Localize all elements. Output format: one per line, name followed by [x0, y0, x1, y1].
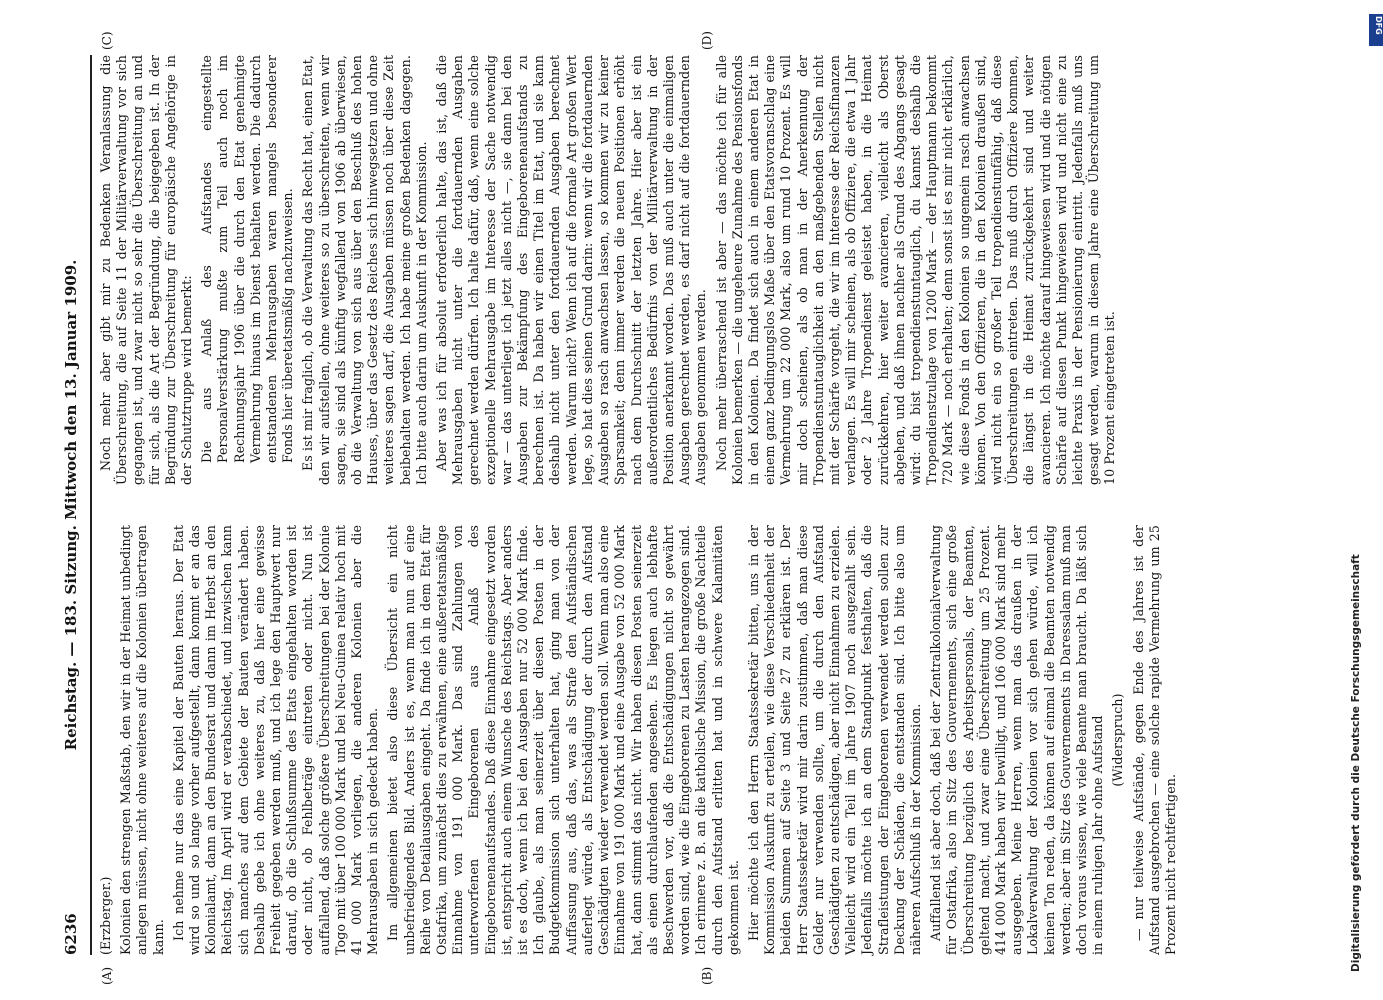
margin-marker-b: (B): [700, 966, 714, 985]
left-column: [98, 525, 1183, 955]
interjection: (Widerspruch): [1110, 693, 1126, 787]
right-column: [98, 55, 1123, 485]
digitization-sidebar: [1350, 12, 1370, 972]
paragraph: Es ist mir fraglich, ob die Verwaltung das Recht hat, einen Etat, den wir aufstellen, ohne weiteres so zu überschreiten, wenn wir sagen, sie sind als künftig wegfallend von 1906 ab überwiesen, ob die Verwaltung von sich aus über den Beschluß des hohen Hauses, über das Gesetz des Reiches sich hinwegsetzen und ohne weiteres sagen darf, die Ausgaben müssen noch über diese Zeit beibehalten werden. Ich habe meine großen Bedenken dagegen. Ich bitte auch darin um Auskunft in der Kommission.: [300, 55, 429, 485]
header-rule: [90, 55, 92, 955]
margin-marker-d: (D): [700, 31, 714, 50]
paragraph: Noch mehr aber gibt mir zu Bedenken Veranlassung die Überschreitung, die auf Seite 11 der Militärverwaltung vor sich gegangen ist, und zwar nicht so sehr die Überschreitung an und für sich, als die Art der Begründung, die beigegeben ist. In der Begründung zur Überschreitung für europäische Angehörige in der Schutztruppe wird bemerkt:: [98, 55, 195, 485]
dfg-logo-text: DFG: [1374, 16, 1383, 35]
document-page: [60, 31, 1325, 985]
margin-marker-c: (C): [100, 31, 114, 50]
paragraph: Kolonien den strengen Maßstab, den wir in der Heimat unbedingt anlegen müssen, nicht ohne weiteres auf die Kolonien übertragen kann.: [118, 525, 166, 955]
speaker-name: (Erzberger.): [98, 876, 113, 955]
page-header: [60, 55, 84, 955]
dfg-logo: [1369, 14, 1383, 46]
funding-note: Digitalisierung gefördert durch die Deutsche Forschungsgemeinschaft: [1350, 554, 1362, 972]
paragraph: Ich nehme nur das eine Kapitel der Bauten heraus. Der Etat wird so und so lange vorher aufgestellt, dann kommt er an das Kolonialamt, dann an den Bundesrat und dann im Herbst an den Reichstag. Im April wird er verabschiedet, und inzwischen kann sich manches auf dem Gebiete der Bauten verändert haben. Deshalb gebe ich ohne weiteres zu, daß hier eine gewisse Freiheit gegeben werden muß, und ich lege den Hauptwert nur darauf, ob die Schlußsumme des Etats eingehalten worden ist oder nicht, ob Fehlbeträge eintreten oder nicht. Nun ist auffallend, daß solche größere Überschreitungen bei der Kolonie Togo mit über 100 000 Mark und bei Neu-Guinea relativ hoch mit 41 000 Mark vorliegen, die anderen Kolonien aber die Mehrausgaben in sich gedeckt haben.: [170, 525, 381, 955]
paragraph: Aber was ich für absolut erforderlich halte, das ist, daß die Mehrausgaben nicht unter die fortdauernden Ausgaben gerechnet werden dürfen. Ich halte dafür, daß, wenn eine solche exzeptionelle Mehrausgabe im Interesse der Sache notwendig war — das unterliegt ich jetzt alles nicht —, sie dann bei den Ausgaben zur Bekämpfung des Eingeborenenaufstands zu berechnen ist. Da haben wir einen Titel im Etat, und sie kann deshalb nicht unter den fortdauernden Ausgaben berechnet werden. Warum nicht? Wenn ich auf die formale Art großen Wert lege, so hat dies seinen Grund darin: wenn wir die fortdauernden Ausgaben so rasch anwachsen lassen, so kommen wir zu keiner Sparsamkeit; denn immer werden die neuen Positionen erhöht nach dem Durchschnitt der letzten Jahre. Hier aber ist ein außerordentliches Bedürfnis von der Militärverwaltung in der Position anerkannt worden. Das muß auch unter die einmaligen Ausgaben gerechnet werden, es darf nicht auf die fortdauernden Ausgaben genommen werden.: [434, 55, 709, 485]
quotation: Die aus Anlaß des Aufstandes eingestellte Personalverstärkung mußte zum Teil auch noch im Rechnungsjahr 1906 über die durch den Etat genehmigte Vermehrung hinaus im Dienst behalten werden. Die dadurch entstandenen Mehrausgaben waren mangels besonderer Fonds hier überetatsmäßig nachzuweisen.: [199, 55, 296, 463]
paragraph: — nur teilweise Aufstände, gegen Ende des Jahres ist der Aufstand ausgebrochen — eine solche rapide Vermehrung um 25 Prozent nicht rechtfertigen.: [1130, 525, 1178, 955]
page-number: 6236: [62, 913, 80, 955]
paragraph: Hier möchte ich den Herrn Staatssekretär bitten, uns in der Kommission Auskunft zu erteilen, wie diese Verschiedenheit der beiden Summen auf Seite 3 und Seite 27 zu erklären ist. Der Herr Staatssekretär wird mir darin zustimmen, daß man diese Gelder nur verwenden sollte, um die durch den Aufstand Geschädigten zu entschädigen, aber nicht Einnahmen zu erzielen. Vielleicht wird ein Teil im Jahre 1907 noch ausgezahlt sein. Jedenfalls möchte ich an dem Standpunkt festhalten, daß die Strafleistungen der Eingeborenen verwendet werden sollen zur Deckung der Schäden, die entstanden sind. Ich bitte also um näheren Aufschluß in der Kommission.: [745, 525, 923, 955]
paragraph: Im allgemeinen bietet also diese Übersicht ein nicht unbefriedigendes Bild. Anders ist es, wenn man nun auf eine Reihe von Detailausgaben eingeht. Da finde ich in dem Etat für Ostafrika, um zunächst dies zu erwähnen, eine außeretatsmäßige Einnahme von 191 000 Mark. Das sind Zahlungen von unterworfenen Eingeborenen aus Anlaß des Eingeborenenaufstandes. Daß diese Einnahme eingesetzt worden ist, entspricht auch einem Wunsche des Reichstags. Aber anders ist es doch, wenn ich bei den Ausgaben nur 52 000 Mark finde. Ich glaube, als man seinerzeit über diesen Posten in der Budgetkommission sich unterhalten hat, ging man von der Auffassung aus, daß das, was als Strafe den Aufständischen auferlegt würde, als Entschädigung der durch den Aufstand Geschädigten wieder verwendet werden soll. Wenn man also eine Einnahme von 191 000 Mark und eine Ausgabe von 52 000 Mark hat, dann stimmt das nicht. Wir haben diesen Posten seinerzeit als einen durchlaufenden angesehen. Es liegen auch lebhafte Beschwerden vor, daß die Entschädigungen nicht so gewährt worden sind, wie die Eingeborenen zu Lasten herangezogen sind. Ich erinnere z. B. an die katholische Mission, die große Nachteile durch den Aufstand erlitten hat und in schwere Kalamitäten gekommen ist.: [385, 525, 741, 955]
paragraph: Auffallend ist aber doch, daß bei der Zentralkolonialverwaltung für Ostafrika, also im Sitz des Gouvernements, sich eine große Überschreitung bezüglich des Arbeitspersonals, der Beamten, geltend macht, und zwar eine Überschreitung um 25 Prozent. 414 000 Mark haben wir bewilligt, und 106 000 Mark sind mehr ausgegeben. Meine Herren, wenn man das draußen in der Lokalverwaltung der Kolonien vor sich gehen würde, will ich keinen Ton reden, da können auf einmal die Beamten notwendig werden; aber im Sitz des Gouvernements in Daressalam muß man doch voraus wissen, wie viele Beamte man braucht. Da läßt sich in einem ruhigen Jahr ohne Aufstand: [928, 525, 1106, 955]
paragraph: Noch mehr überraschend ist aber — das möchte ich für alle Kolonien bemerken — die ungeheure Zunahme des Pensionsfonds in den Kolonien. Da findet sich auch in einem anderen Etat in einem ganz bedingungslos Maße über den Etatsvoranschlag eine Vermehrung um 22 000 Mark, also um rund 10 Prozent. Es will mir doch scheinen, als ob man in der Anerkennung der Tropendienstuntauglichkeit an den maßgebenden Stellen nicht mit der Schärfe vorgeht, die wir im Interesse der Reichsfinanzen verlangen. Es will mir scheinen, als ob Offiziere, die etwa 1 Jahr oder 2 Jahre Tropendienst geleistet haben, in die Heimat zurückkehren, hier weiter avancieren, vielleicht als Oberst abgehen, und daß ihnen nachher als Grund des Abgangs gesagt wird: du bist tropendienstuntauglich, du kannst deshalb die Tropendienstzulage von 1200 Mark — der Hauptmann bekommt 720 Mark — noch erhalten; denn sonst ist es mir nicht erklärlich, wie diese Fonds in den Kolonien so ungemein rasch anwachsen können. Von den Offizieren, die in den Kolonien draußen sind, wird nicht ein so großer Teil tropendienstunfähig, daß diese Überschreitungen eintreten. Das muß durch Offiziere kommen, die längst in die Heimat zurückgekehrt sind und weiter avancieren. Ich möchte darauf hingewiesen wird und die nötigen Schärfe auf diesen Punkt hingewiesen wird und nicht eine zu leichte Praxis in der Pensionierung eintritt. Jedenfalls muß uns gesagt werden, warum in diesem Jahre eine Überschreitung um 10 Prozent eingetreten ist.: [713, 55, 1118, 485]
margin-marker-a: (A): [100, 966, 114, 985]
running-title: Reichstag. — 183. Sitzung. Mittwoch den 13. Januar 1909.: [62, 259, 80, 751]
